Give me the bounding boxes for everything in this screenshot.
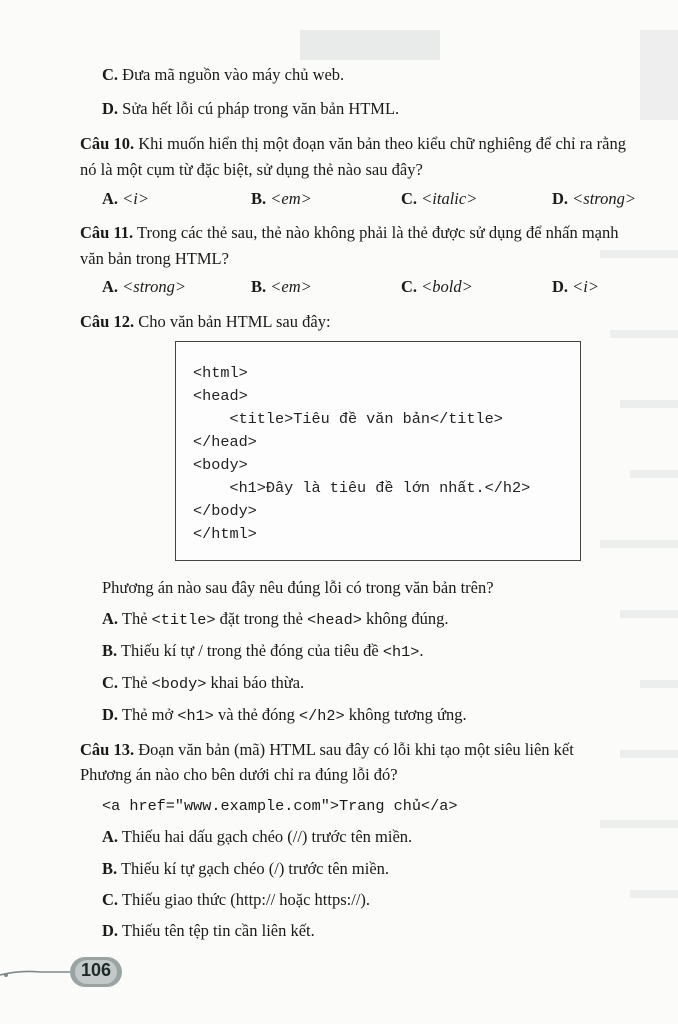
code-line: <html> [193,364,248,382]
question-11-text-cont: văn bản trong HTML? [80,249,229,268]
q13-option-b: B. Thiếu kí tự gạch chéo (/) trước tên miền. [102,859,390,878]
q13-code-snippet: <a href="www.example.com">Trang chủ</a> [102,797,458,815]
code-line: </head> [193,433,257,451]
code-line: <title>Tiêu đề văn bản</title> [193,410,503,428]
question-12-text: Câu 12. Cho văn bản HTML sau đây: [80,312,331,331]
code-line: </html> [193,525,257,543]
q11-option-b: B. <em> [251,277,312,296]
option-c-q9: C. Đưa mã nguồn vào máy chủ web. [102,65,345,84]
q10-option-b: B. <em> [251,189,312,208]
code-line: <body> [193,456,248,474]
question-13-text: Câu 13. Đoạn văn bản (mã) HTML sau đây có lỗi khi tạo một siêu liên kết [80,740,574,759]
q13-option-d: D. Thiếu tên tệp tin cần liên kết. [102,921,315,940]
question-11-text: Câu 11. Trong các thẻ sau, thẻ nào không phải là thẻ được sử dụng để nhấn mạnh [80,223,619,242]
question-12-prompt: Phương án nào sau đây nêu đúng lỗi có trong văn bản trên? [102,578,494,597]
question-13-text-cont: Phương án nào cho bên dưới chỉ ra đúng lỗi đó? [80,765,398,784]
q13-option-a: A. Thiếu hai dấu gạch chéo (//) trước tên miền. [102,827,413,846]
question-10-text-cont: nó là một cụm từ đặc biệt, sử dụng thẻ nào sau đây? [80,160,423,179]
option-d-q9: D. Sửa hết lỗi cú pháp trong văn bản HTML. [102,99,400,118]
q10-option-d: D. <strong> [552,189,637,208]
q11-option-a: A. <strong> [102,277,187,296]
page-number-badge [66,955,126,989]
q13-option-c: C. Thiếu giao thức (http:// hoặc https://). [102,890,371,909]
html-code-box [175,341,581,561]
q11-option-d: D. <i> [552,277,600,296]
q12-option-a: A. Thẻ <title> đặt trong thẻ <head> không đúng. [102,609,449,629]
code-line: </body> [193,502,257,520]
q12-option-d: D. Thẻ mở <h1> và thẻ đóng </h2> không tương ứng. [102,705,467,725]
q10-option-a: A. <i> [102,189,150,208]
q12-option-b: B. Thiếu kí tự / trong thẻ đóng của tiêu đề <h1>. [102,641,424,661]
q12-option-c: C. Thẻ <body> khai báo thừa. [102,673,305,693]
code-line: <h1>Đây là tiêu đề lớn nhất.</h2> [193,479,531,497]
page-number: 106 [80,960,112,980]
question-10-text: Câu 10. Khi muốn hiển thị một đoạn văn bản theo kiểu chữ nghiêng để chỉ ra rằng [80,134,626,153]
q11-option-c: C. <bold> [401,277,473,296]
q10-option-c: C. <italic> [401,189,478,208]
code-line: <head> [193,387,248,405]
